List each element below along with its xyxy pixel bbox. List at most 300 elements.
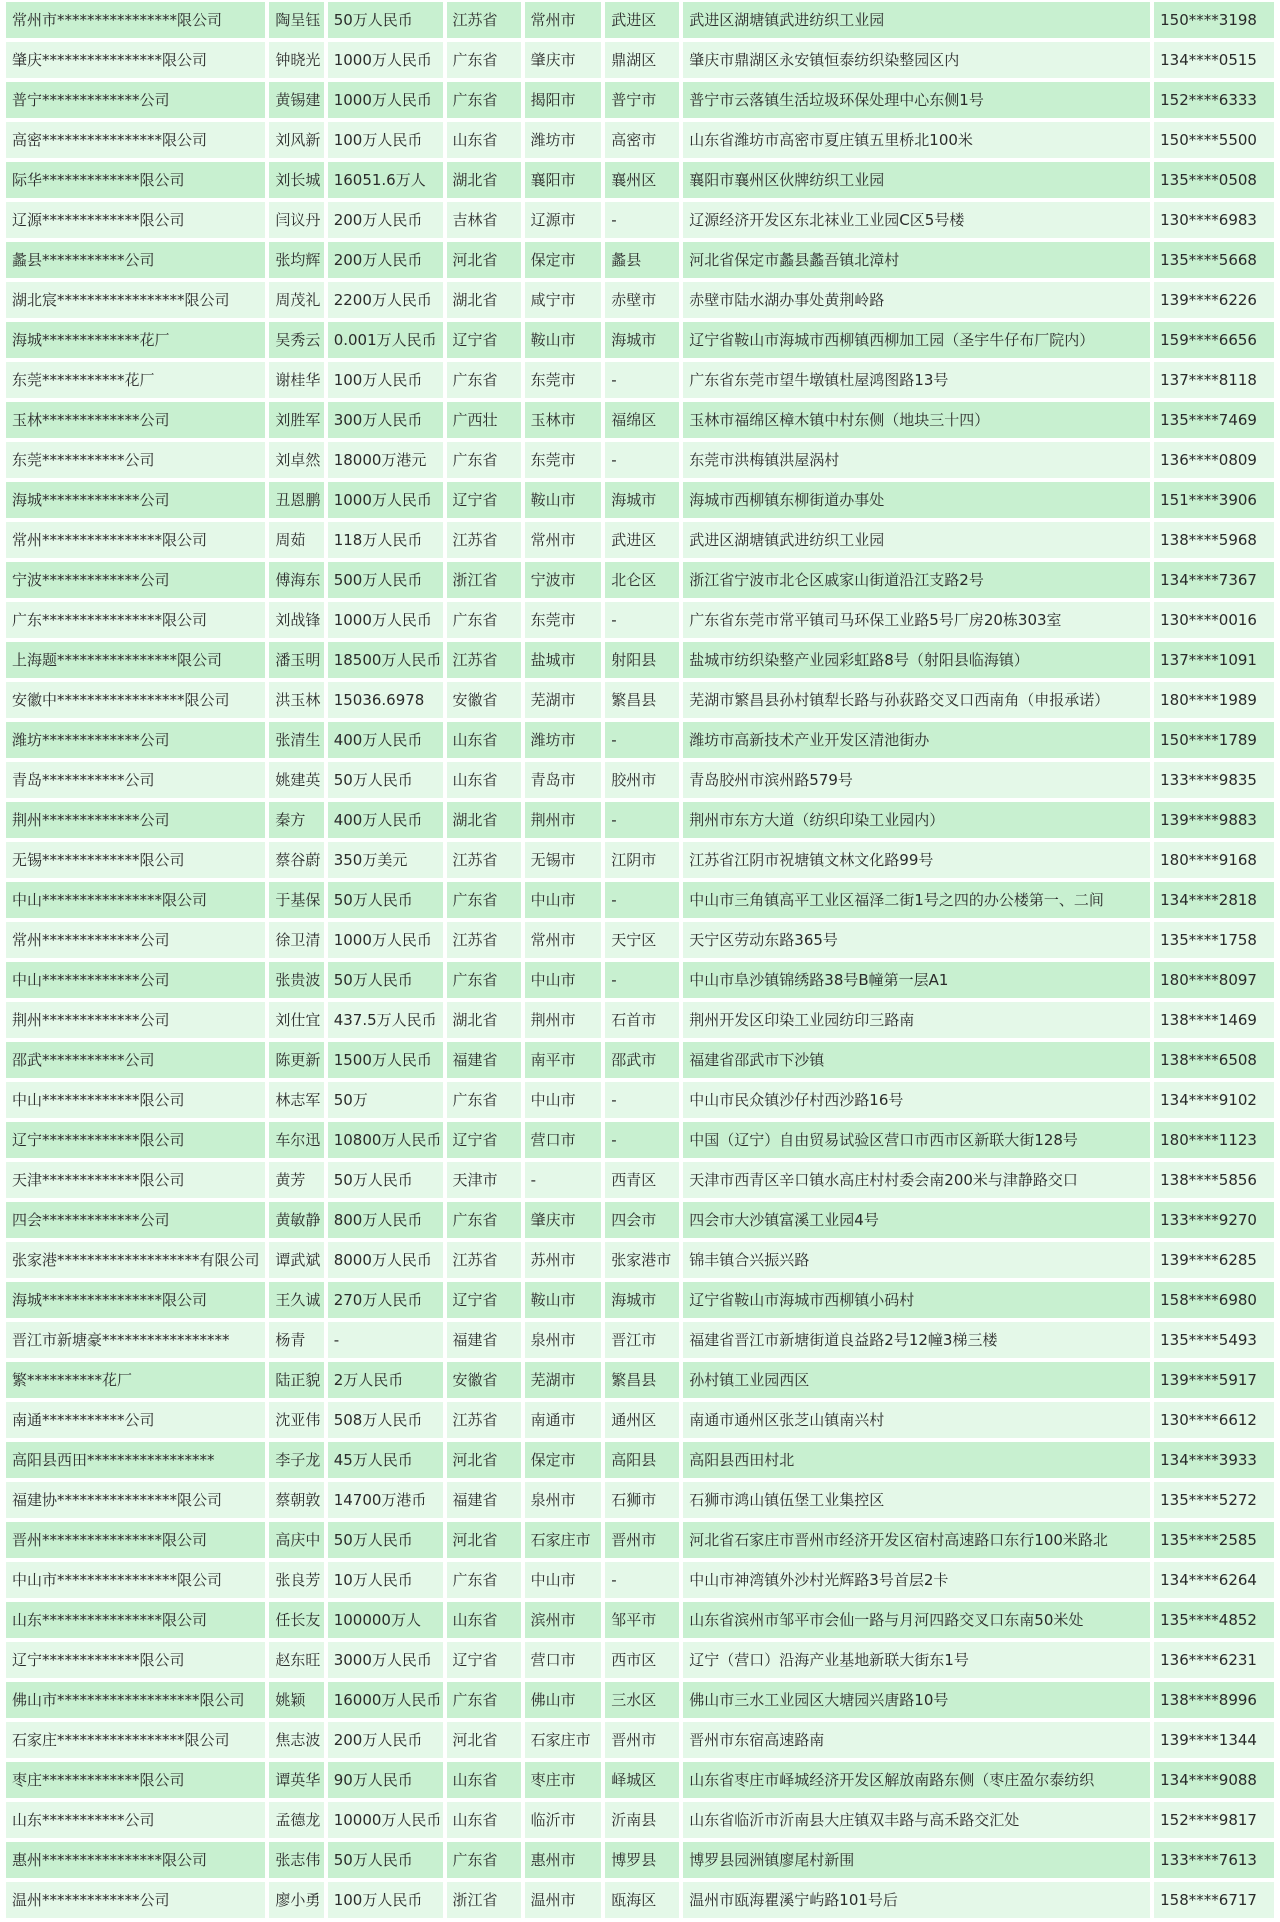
address-cell: 普宁市云落镇生活垃圾环保处理中心东侧1号 bbox=[683, 82, 1150, 118]
table-row bbox=[6, 1682, 1274, 1718]
legal-person-cell: 王久诚 bbox=[269, 1282, 323, 1318]
company-name-cell: 石家庄*****************限公司 bbox=[6, 1722, 265, 1758]
legal-person-cell: 刘胜军 bbox=[269, 402, 323, 438]
company-name-cell: 四会*************公司 bbox=[6, 1202, 265, 1238]
city-cell: 辽源市 bbox=[525, 202, 602, 238]
legal-person-cell: 张良芳 bbox=[269, 1562, 323, 1598]
district-cell: 张家港市 bbox=[605, 1242, 679, 1278]
province-cell: 辽宁省 bbox=[447, 482, 521, 518]
district-cell: 西青区 bbox=[605, 1162, 679, 1198]
registered-capital-cell: 200万人民币 bbox=[328, 202, 443, 238]
province-cell: 河北省 bbox=[447, 1722, 521, 1758]
phone-cell: 134****6264 bbox=[1154, 1562, 1274, 1598]
address-cell: 佛山市三水工业园区大塘园兴唐路10号 bbox=[683, 1682, 1150, 1718]
table-row bbox=[6, 722, 1274, 758]
registered-capital-cell: 90万人民币 bbox=[328, 1762, 443, 1798]
phone-cell: 135****0508 bbox=[1154, 162, 1274, 198]
province-cell: 广东省 bbox=[447, 882, 521, 918]
address-cell: 晋州市东宿高速路南 bbox=[683, 1722, 1150, 1758]
province-cell: 广东省 bbox=[447, 1082, 521, 1118]
district-cell: 沂南县 bbox=[605, 1802, 679, 1838]
registered-capital-cell: 100万人民币 bbox=[328, 362, 443, 398]
city-cell: 芜湖市 bbox=[525, 682, 602, 718]
legal-person-cell: 黄芳 bbox=[269, 1162, 323, 1198]
company-name-cell: 常州*************公司 bbox=[6, 922, 265, 958]
district-cell: 繁昌县 bbox=[605, 682, 679, 718]
legal-person-cell: 陈更新 bbox=[269, 1042, 323, 1078]
table-row bbox=[6, 1642, 1274, 1678]
city-cell: 襄阳市 bbox=[525, 162, 602, 198]
address-cell: 中山市阜沙镇锦绣路38号B幢第一层A1 bbox=[683, 962, 1150, 998]
legal-person-cell: 任长友 bbox=[269, 1602, 323, 1638]
registered-capital-cell: 200万人民币 bbox=[328, 242, 443, 278]
city-cell: 东莞市 bbox=[525, 602, 602, 638]
company-name-cell: 玉林*************公司 bbox=[6, 402, 265, 438]
province-cell: 广东省 bbox=[447, 82, 521, 118]
province-cell: 浙江省 bbox=[447, 1882, 521, 1918]
province-cell: 山东省 bbox=[447, 1802, 521, 1838]
registered-capital-cell: 16051.6万人 bbox=[328, 162, 443, 198]
phone-cell: 138****1469 bbox=[1154, 1002, 1274, 1038]
address-cell: 锦丰镇合兴振兴路 bbox=[683, 1242, 1150, 1278]
district-cell: - bbox=[605, 602, 679, 638]
table-row bbox=[6, 82, 1274, 118]
legal-person-cell: 陆正貌 bbox=[269, 1362, 323, 1398]
phone-cell: 158****6980 bbox=[1154, 1282, 1274, 1318]
province-cell: 河北省 bbox=[447, 242, 521, 278]
registered-capital-cell: 2200万人民币 bbox=[328, 282, 443, 318]
company-name-cell: 高阳县西田***************** bbox=[6, 1442, 265, 1478]
city-cell: 营口市 bbox=[525, 1642, 602, 1678]
province-cell: 广东省 bbox=[447, 602, 521, 638]
legal-person-cell: 孟德龙 bbox=[269, 1802, 323, 1838]
province-cell: 吉林省 bbox=[447, 202, 521, 238]
phone-cell: 134****9102 bbox=[1154, 1082, 1274, 1118]
district-cell: - bbox=[605, 1082, 679, 1118]
province-cell: 安徽省 bbox=[447, 682, 521, 718]
phone-cell: 133****9270 bbox=[1154, 1202, 1274, 1238]
company-name-cell: 惠州****************限公司 bbox=[6, 1842, 265, 1878]
legal-person-cell: 姚颖 bbox=[269, 1682, 323, 1718]
province-cell: 江苏省 bbox=[447, 842, 521, 878]
city-cell: 营口市 bbox=[525, 1122, 602, 1158]
company-name-cell: 荆州*************公司 bbox=[6, 802, 265, 838]
table-row bbox=[6, 882, 1274, 918]
phone-cell: 152****6333 bbox=[1154, 82, 1274, 118]
address-cell: 肇庆市鼎湖区永安镇恒泰纺织染整园区内 bbox=[683, 42, 1150, 78]
registered-capital-cell: 500万人民币 bbox=[328, 562, 443, 598]
table-row bbox=[6, 1882, 1274, 1918]
registered-capital-cell: 1000万人民币 bbox=[328, 82, 443, 118]
address-cell: 中国（辽宁）自由贸易试验区营口市西市区新联大街128号 bbox=[683, 1122, 1150, 1158]
registered-capital-cell: 10万人民币 bbox=[328, 1562, 443, 1598]
province-cell: 山东省 bbox=[447, 762, 521, 798]
table-row bbox=[6, 162, 1274, 198]
district-cell: - bbox=[605, 802, 679, 838]
address-cell: 辽源经济开发区东北袜业工业园C区5号楼 bbox=[683, 202, 1150, 238]
address-cell: 广东省东莞市望牛墩镇杜屋鸿图路13号 bbox=[683, 362, 1150, 398]
address-cell: 高阳县西田村北 bbox=[683, 1442, 1150, 1478]
table-row bbox=[6, 1522, 1274, 1558]
legal-person-cell: 张贵波 bbox=[269, 962, 323, 998]
city-cell: 中山市 bbox=[525, 1082, 602, 1118]
city-cell: 荆州市 bbox=[525, 802, 602, 838]
district-cell: - bbox=[605, 442, 679, 478]
address-cell: 河北省保定市蠡县蠡吾镇北漳村 bbox=[683, 242, 1150, 278]
table-row bbox=[6, 1202, 1274, 1238]
district-cell: - bbox=[605, 1562, 679, 1598]
legal-person-cell: 刘仕宜 bbox=[269, 1002, 323, 1038]
address-cell: 四会市大沙镇富溪工业园4号 bbox=[683, 1202, 1150, 1238]
company-name-cell: 佛山市*******************限公司 bbox=[6, 1682, 265, 1718]
company-name-cell: 肇庆****************限公司 bbox=[6, 42, 265, 78]
company-name-cell: 天津*************限公司 bbox=[6, 1162, 265, 1198]
address-cell: 襄阳市襄州区伙牌纺织工业园 bbox=[683, 162, 1150, 198]
address-cell: 博罗县园洲镇廖尾村新围 bbox=[683, 1842, 1150, 1878]
legal-person-cell: 赵东旺 bbox=[269, 1642, 323, 1678]
city-cell: 东莞市 bbox=[525, 362, 602, 398]
city-cell: 滨州市 bbox=[525, 1602, 602, 1638]
company-name-cell: 南通***********公司 bbox=[6, 1402, 265, 1438]
address-cell: 天宁区劳动东路365号 bbox=[683, 922, 1150, 958]
registered-capital-cell: 100万人民币 bbox=[328, 1882, 443, 1918]
table-row bbox=[6, 962, 1274, 998]
phone-cell: 130****0016 bbox=[1154, 602, 1274, 638]
city-cell: 佛山市 bbox=[525, 1682, 602, 1718]
phone-cell: 135****2585 bbox=[1154, 1522, 1274, 1558]
phone-cell: 133****7613 bbox=[1154, 1842, 1274, 1878]
district-cell: 蠡县 bbox=[605, 242, 679, 278]
legal-person-cell: 闫议丹 bbox=[269, 202, 323, 238]
registered-capital-cell: 270万人民币 bbox=[328, 1282, 443, 1318]
district-cell: 北仑区 bbox=[605, 562, 679, 598]
table-row bbox=[6, 1042, 1274, 1078]
company-name-cell: 宁波*************公司 bbox=[6, 562, 265, 598]
legal-person-cell: 刘风新 bbox=[269, 122, 323, 158]
province-cell: 辽宁省 bbox=[447, 1282, 521, 1318]
company-name-cell: 辽宁*************限公司 bbox=[6, 1122, 265, 1158]
table-row bbox=[6, 282, 1274, 318]
company-name-cell: 张家港*******************有限公司 bbox=[6, 1242, 265, 1278]
address-cell: 山东省枣庄市峄城经济开发区解放南路东侧（枣庄盈尔泰纺织 bbox=[683, 1762, 1150, 1798]
registered-capital-cell: 10800万人民币 bbox=[328, 1122, 443, 1158]
address-cell: 石狮市鸿山镇伍堡工业集控区 bbox=[683, 1482, 1150, 1518]
registered-capital-cell: 50万人民币 bbox=[328, 762, 443, 798]
legal-person-cell: 谢桂华 bbox=[269, 362, 323, 398]
phone-cell: 139****1344 bbox=[1154, 1722, 1274, 1758]
district-cell: 三水区 bbox=[605, 1682, 679, 1718]
district-cell: - bbox=[605, 722, 679, 758]
address-cell: 赤壁市陆水湖办事处黄荆岭路 bbox=[683, 282, 1150, 318]
company-name-cell: 广东****************限公司 bbox=[6, 602, 265, 638]
province-cell: 广东省 bbox=[447, 1842, 521, 1878]
table-row bbox=[6, 1002, 1274, 1038]
phone-cell: 180****1123 bbox=[1154, 1122, 1274, 1158]
registered-capital-cell: 18000万港元 bbox=[328, 442, 443, 478]
company-name-cell: 福建协****************限公司 bbox=[6, 1482, 265, 1518]
address-cell: 中山市民众镇沙仔村西沙路16号 bbox=[683, 1082, 1150, 1118]
district-cell: - bbox=[605, 962, 679, 998]
city-cell: 潍坊市 bbox=[525, 722, 602, 758]
phone-cell: 134****9088 bbox=[1154, 1762, 1274, 1798]
legal-person-cell: 刘战锋 bbox=[269, 602, 323, 638]
registered-capital-cell: 18500万人民币 bbox=[328, 642, 443, 678]
company-name-cell: 安徽中*****************限公司 bbox=[6, 682, 265, 718]
address-cell: 青岛胶州市滨州路579号 bbox=[683, 762, 1150, 798]
address-cell: 天津市西青区辛口镇水高庄村村委会南200米与津静路交口 bbox=[683, 1162, 1150, 1198]
city-cell: 保定市 bbox=[525, 1442, 602, 1478]
district-cell: - bbox=[605, 362, 679, 398]
address-cell: 中山市三角镇高平工业区福泽二街1号之四的办公楼第一、二间 bbox=[683, 882, 1150, 918]
registered-capital-cell: 50万人民币 bbox=[328, 882, 443, 918]
registered-capital-cell: 16000万人民币 bbox=[328, 1682, 443, 1718]
city-cell: 石家庄市 bbox=[525, 1522, 602, 1558]
registered-capital-cell: 118万人民币 bbox=[328, 522, 443, 558]
address-cell: 辽宁省鞍山市海城市西柳镇小码村 bbox=[683, 1282, 1150, 1318]
city-cell: 常州市 bbox=[525, 2, 602, 38]
company-name-cell: 荆州*************公司 bbox=[6, 1002, 265, 1038]
city-cell: 潍坊市 bbox=[525, 122, 602, 158]
table-row bbox=[6, 1082, 1274, 1118]
company-name-cell: 无锡*************限公司 bbox=[6, 842, 265, 878]
table-row bbox=[6, 562, 1274, 598]
table-body bbox=[6, 2, 1274, 1918]
address-cell: 盐城市纺织染整产业园彩虹路8号（射阳县临海镇） bbox=[683, 642, 1150, 678]
company-name-cell: 常州****************限公司 bbox=[6, 522, 265, 558]
address-cell: 山东省滨州市邹平市会仙一路与月河四路交叉口东南50米处 bbox=[683, 1602, 1150, 1638]
district-cell: 石首市 bbox=[605, 1002, 679, 1038]
city-cell: 南通市 bbox=[525, 1402, 602, 1438]
province-cell: 河北省 bbox=[447, 1522, 521, 1558]
table-row bbox=[6, 682, 1274, 718]
address-cell: 辽宁省鞍山市海城市西柳镇西柳加工园（圣宇牛仔布厂院内） bbox=[683, 322, 1150, 358]
legal-person-cell: 张志伟 bbox=[269, 1842, 323, 1878]
district-cell: 射阳县 bbox=[605, 642, 679, 678]
city-cell: 青岛市 bbox=[525, 762, 602, 798]
phone-cell: 159****6656 bbox=[1154, 322, 1274, 358]
legal-person-cell: 刘卓然 bbox=[269, 442, 323, 478]
table-row bbox=[6, 402, 1274, 438]
registered-capital-cell: 1000万人民币 bbox=[328, 42, 443, 78]
province-cell: 广东省 bbox=[447, 442, 521, 478]
registered-capital-cell: 350万美元 bbox=[328, 842, 443, 878]
company-name-cell: 邵武***********公司 bbox=[6, 1042, 265, 1078]
city-cell: 石家庄市 bbox=[525, 1722, 602, 1758]
province-cell: 广东省 bbox=[447, 362, 521, 398]
city-cell: 临沂市 bbox=[525, 1802, 602, 1838]
phone-cell: 130****6983 bbox=[1154, 202, 1274, 238]
company-name-cell: 际华*************限公司 bbox=[6, 162, 265, 198]
registered-capital-cell: 1000万人民币 bbox=[328, 922, 443, 958]
city-cell: 鞍山市 bbox=[525, 482, 602, 518]
phone-cell: 180****1989 bbox=[1154, 682, 1274, 718]
phone-cell: 150****5500 bbox=[1154, 122, 1274, 158]
province-cell: 广西壮 bbox=[447, 402, 521, 438]
province-cell: 广东省 bbox=[447, 1682, 521, 1718]
legal-person-cell: 张清生 bbox=[269, 722, 323, 758]
legal-person-cell: 姚建英 bbox=[269, 762, 323, 798]
registered-capital-cell: 50万人民币 bbox=[328, 1842, 443, 1878]
city-cell: 咸宁市 bbox=[525, 282, 602, 318]
province-cell: 河北省 bbox=[447, 1442, 521, 1478]
district-cell: 高阳县 bbox=[605, 1442, 679, 1478]
phone-cell: 135****5493 bbox=[1154, 1322, 1274, 1358]
registered-capital-cell: 8000万人民币 bbox=[328, 1242, 443, 1278]
legal-person-cell: 傅海东 bbox=[269, 562, 323, 598]
province-cell: 江苏省 bbox=[447, 2, 521, 38]
province-cell: 天津市 bbox=[447, 1162, 521, 1198]
district-cell: 鼎湖区 bbox=[605, 42, 679, 78]
company-name-cell: 繁**********花厂 bbox=[6, 1362, 265, 1398]
district-cell: 江阴市 bbox=[605, 842, 679, 878]
company-name-cell: 东莞***********花厂 bbox=[6, 362, 265, 398]
table-row bbox=[6, 362, 1274, 398]
legal-person-cell: 于基保 bbox=[269, 882, 323, 918]
company-name-cell: 晋州****************限公司 bbox=[6, 1522, 265, 1558]
city-cell: 枣庄市 bbox=[525, 1762, 602, 1798]
registered-capital-cell: 300万人民币 bbox=[328, 402, 443, 438]
city-cell: 中山市 bbox=[525, 1562, 602, 1598]
province-cell: 广东省 bbox=[447, 962, 521, 998]
phone-cell: 134****7367 bbox=[1154, 562, 1274, 598]
address-cell: 河北省石家庄市晋州市经济开发区宿村高速路口东行100米路北 bbox=[683, 1522, 1150, 1558]
district-cell: 海城市 bbox=[605, 1282, 679, 1318]
legal-person-cell: 潘玉明 bbox=[269, 642, 323, 678]
province-cell: 福建省 bbox=[447, 1042, 521, 1078]
registered-capital-cell: 400万人民币 bbox=[328, 722, 443, 758]
district-cell: 胶州市 bbox=[605, 762, 679, 798]
city-cell: 保定市 bbox=[525, 242, 602, 278]
city-cell: 荆州市 bbox=[525, 1002, 602, 1038]
table-row bbox=[6, 1762, 1274, 1798]
city-cell: 惠州市 bbox=[525, 1842, 602, 1878]
address-cell: 中山市神湾镇外沙村光辉路3号首层2卡 bbox=[683, 1562, 1150, 1598]
district-cell: 普宁市 bbox=[605, 82, 679, 118]
table-row bbox=[6, 42, 1274, 78]
table-row bbox=[6, 1722, 1274, 1758]
city-cell: 南平市 bbox=[525, 1042, 602, 1078]
company-name-cell: 上海题****************限公司 bbox=[6, 642, 265, 678]
district-cell: 邹平市 bbox=[605, 1602, 679, 1638]
legal-person-cell: 沈亚伟 bbox=[269, 1402, 323, 1438]
table-row bbox=[6, 1402, 1274, 1438]
province-cell: 湖北省 bbox=[447, 282, 521, 318]
city-cell: 揭阳市 bbox=[525, 82, 602, 118]
phone-cell: 152****9817 bbox=[1154, 1802, 1274, 1838]
legal-person-cell: 周茂礼 bbox=[269, 282, 323, 318]
table-row bbox=[6, 242, 1274, 278]
company-name-cell: 辽源*************限公司 bbox=[6, 202, 265, 238]
registered-capital-cell: 100000万人 bbox=[328, 1602, 443, 1638]
city-cell: 中山市 bbox=[525, 882, 602, 918]
city-cell: 鞍山市 bbox=[525, 322, 602, 358]
district-cell: 繁昌县 bbox=[605, 1362, 679, 1398]
address-cell: 浙江省宁波市北仑区戚家山街道沿江支路2号 bbox=[683, 562, 1150, 598]
registered-capital-cell: 50万人民币 bbox=[328, 962, 443, 998]
table-row bbox=[6, 1282, 1274, 1318]
company-name-cell: 中山*************公司 bbox=[6, 962, 265, 998]
company-name-cell: 海城*************花厂 bbox=[6, 322, 265, 358]
legal-person-cell: 刘长城 bbox=[269, 162, 323, 198]
province-cell: 广东省 bbox=[447, 1562, 521, 1598]
table-row bbox=[6, 1482, 1274, 1518]
phone-cell: 138****5856 bbox=[1154, 1162, 1274, 1198]
registered-capital-cell: 50万人民币 bbox=[328, 1162, 443, 1198]
district-cell: 天宁区 bbox=[605, 922, 679, 958]
company-name-cell: 常州市****************限公司 bbox=[6, 2, 265, 38]
province-cell: 江苏省 bbox=[447, 922, 521, 958]
city-cell: 中山市 bbox=[525, 962, 602, 998]
city-cell: 宁波市 bbox=[525, 562, 602, 598]
address-cell: 潍坊市高新技术产业开发区清池街办 bbox=[683, 722, 1150, 758]
city-cell: 东莞市 bbox=[525, 442, 602, 478]
legal-person-cell: 蔡朝敦 bbox=[269, 1482, 323, 1518]
table-row bbox=[6, 522, 1274, 558]
city-cell: 芜湖市 bbox=[525, 1362, 602, 1398]
district-cell: 通州区 bbox=[605, 1402, 679, 1438]
registered-capital-cell: 45万人民币 bbox=[328, 1442, 443, 1478]
district-cell: 赤壁市 bbox=[605, 282, 679, 318]
phone-cell: 139****5917 bbox=[1154, 1362, 1274, 1398]
city-cell: 无锡市 bbox=[525, 842, 602, 878]
registered-capital-cell: 200万人民币 bbox=[328, 1722, 443, 1758]
province-cell: 辽宁省 bbox=[447, 322, 521, 358]
phone-cell: 139****6285 bbox=[1154, 1242, 1274, 1278]
province-cell: 广东省 bbox=[447, 1202, 521, 1238]
city-cell: - bbox=[525, 1162, 602, 1198]
table-row bbox=[6, 2, 1274, 38]
phone-cell: 180****9168 bbox=[1154, 842, 1274, 878]
company-name-cell: 蠡县***********公司 bbox=[6, 242, 265, 278]
company-name-cell: 晋江市新塘豪***************** bbox=[6, 1322, 265, 1358]
table-row bbox=[6, 762, 1274, 798]
company-name-cell: 中山****************限公司 bbox=[6, 882, 265, 918]
table-row bbox=[6, 922, 1274, 958]
province-cell: 广东省 bbox=[447, 42, 521, 78]
legal-person-cell: 洪玉林 bbox=[269, 682, 323, 718]
address-cell: 山东省临沂市沂南县大庄镇双丰路与高禾路交汇处 bbox=[683, 1802, 1150, 1838]
legal-person-cell: 焦志波 bbox=[269, 1722, 323, 1758]
province-cell: 浙江省 bbox=[447, 562, 521, 598]
phone-cell: 135****5272 bbox=[1154, 1482, 1274, 1518]
district-cell: 武进区 bbox=[605, 2, 679, 38]
phone-cell: 138****8996 bbox=[1154, 1682, 1274, 1718]
address-cell: 东莞市洪梅镇洪屋涡村 bbox=[683, 442, 1150, 478]
legal-person-cell: 吴秀云 bbox=[269, 322, 323, 358]
registered-capital-cell: 437.5万人民币 bbox=[328, 1002, 443, 1038]
legal-person-cell: 高庆中 bbox=[269, 1522, 323, 1558]
province-cell: 江苏省 bbox=[447, 642, 521, 678]
phone-cell: 135****5668 bbox=[1154, 242, 1274, 278]
phone-cell: 158****6717 bbox=[1154, 1882, 1274, 1918]
district-cell: 晋江市 bbox=[605, 1322, 679, 1358]
phone-cell: 133****9835 bbox=[1154, 762, 1274, 798]
phone-cell: 135****7469 bbox=[1154, 402, 1274, 438]
address-cell: 广东省东莞市常平镇司马环保工业路5号厂房20栋303室 bbox=[683, 602, 1150, 638]
address-cell: 福建省邵武市下沙镇 bbox=[683, 1042, 1150, 1078]
phone-cell: 135****1758 bbox=[1154, 922, 1274, 958]
address-cell: 荆州开发区印染工业园纺印三路南 bbox=[683, 1002, 1150, 1038]
district-cell: 博罗县 bbox=[605, 1842, 679, 1878]
table-row bbox=[6, 1162, 1274, 1198]
district-cell: 晋州市 bbox=[605, 1722, 679, 1758]
province-cell: 山东省 bbox=[447, 1602, 521, 1638]
district-cell: 海城市 bbox=[605, 482, 679, 518]
registered-capital-cell: 50万 bbox=[328, 1082, 443, 1118]
registered-capital-cell: 1000万人民币 bbox=[328, 602, 443, 638]
registered-capital-cell: 1500万人民币 bbox=[328, 1042, 443, 1078]
company-name-cell: 中山*************限公司 bbox=[6, 1082, 265, 1118]
